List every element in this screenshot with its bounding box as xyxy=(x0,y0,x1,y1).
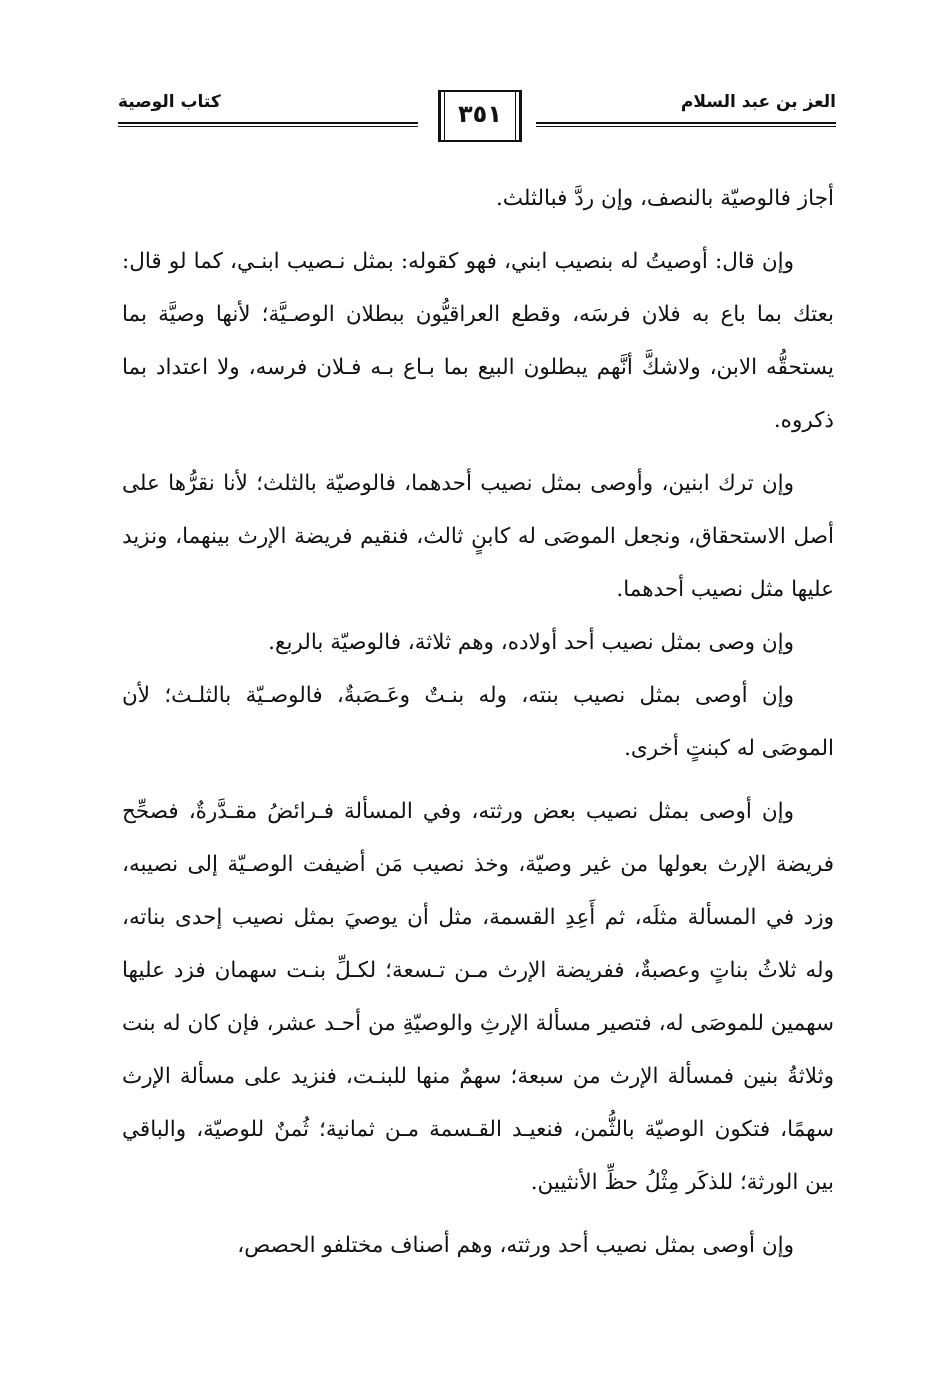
paragraph: وإن وصى بمثل نصيب أحد أولاده، وهم ثلاثة، فالوصيّة بالربع. xyxy=(268,630,794,655)
paragraph: أجاز فالوصيّة بالنصف، وإن ردَّ فبالثلث. xyxy=(495,186,834,211)
paragraph: وإن أوصى بمثل نصيب بعض ورثته، وفي المسألة فـرائضُ مقـدَّرةٌ، فصحِّح فريضة الإرث بعولها من غير وصيّة، وخذ نصيب مَن أضيفت الوصـيّة إلى نصيبه، وزد في المسألة مثلَه، ثم أَعِدِ القسمة، مثل أن يوصيَ بمثل نصيب إحدى بناته، وله ثلاثُ بناتٍ وعصبةٌ، ففريضة الإرث مـن تـسعة؛ لكـلِّ بنـت سهمان فزد عليها سهمين للموصَى له، فتصير مسألة الإرثِ والوصيّةِ من أحـد عشر، فإن كان له بنت وثلاثةُ بنين فمسألة الإرث من سبعة؛ سهمٌ منها للبنـت، فنزيد على مسألة الإرث سهمًا، فتكون الوصيّة بالثُّمن، فنعيـد القـسمة مـن ثمانية؛ ثُمنٌ للوصيّة، والباقي بين الورثة؛ للذكَر مِثْلُ حظِّ الأنثيين. xyxy=(122,799,834,1195)
header-rule-left-thin xyxy=(118,126,418,127)
header-rule-right-thin xyxy=(536,126,836,127)
body-text xyxy=(122,172,834,1272)
header-author: العز بن عبد السلام xyxy=(680,92,836,112)
running-header xyxy=(118,84,836,164)
paragraph: وإن أوصى بمثل نصيب أحد ورثته، وهم أصناف مختلفو الحصص، xyxy=(237,1233,794,1258)
paragraph: وإن ترك ابنين، وأوصى بمثل نصيب أحدهما، فالوصيّة بالثلث؛ لأنا نقرُّها على أصل الاستحقاق، ونجعل الموصَى له كابنٍ ثالث، فنقيم فريضة الإرث بينهما، ونزيد عليها مثل نصيب أحدهما. xyxy=(122,471,834,602)
paragraph: وإن قال: أوصيتُ له بنصيب ابني، فهو كقوله: بمثل نـصيب ابنـي، كما لو قال: بعتك بما باع به فلان فرسَه، وقطع العراقيُّون ببطلان الوصـيَّة؛ لأنها وصيَّة بما يستحقُّه الابن، ولاشكَّ أنَّهم يبطلون البيع بما بـاع بـه فـلان فرسه، ولا اعتداد بما ذكروه. xyxy=(122,249,834,433)
page-number-frame xyxy=(438,90,522,142)
page-number: ٣٥١ xyxy=(458,100,502,128)
paragraph: وإن أوصى بمثل نصيب بنته، وله بنـتٌ وعَـصَبةٌ، فالوصـيّة بالثلـث؛ لأن الموصَى له كبنتٍ أخرى. xyxy=(122,683,834,761)
header-book-title: كتاب الوصية xyxy=(118,92,221,112)
header-rule-left xyxy=(118,122,418,124)
header-rule-right xyxy=(536,122,836,124)
